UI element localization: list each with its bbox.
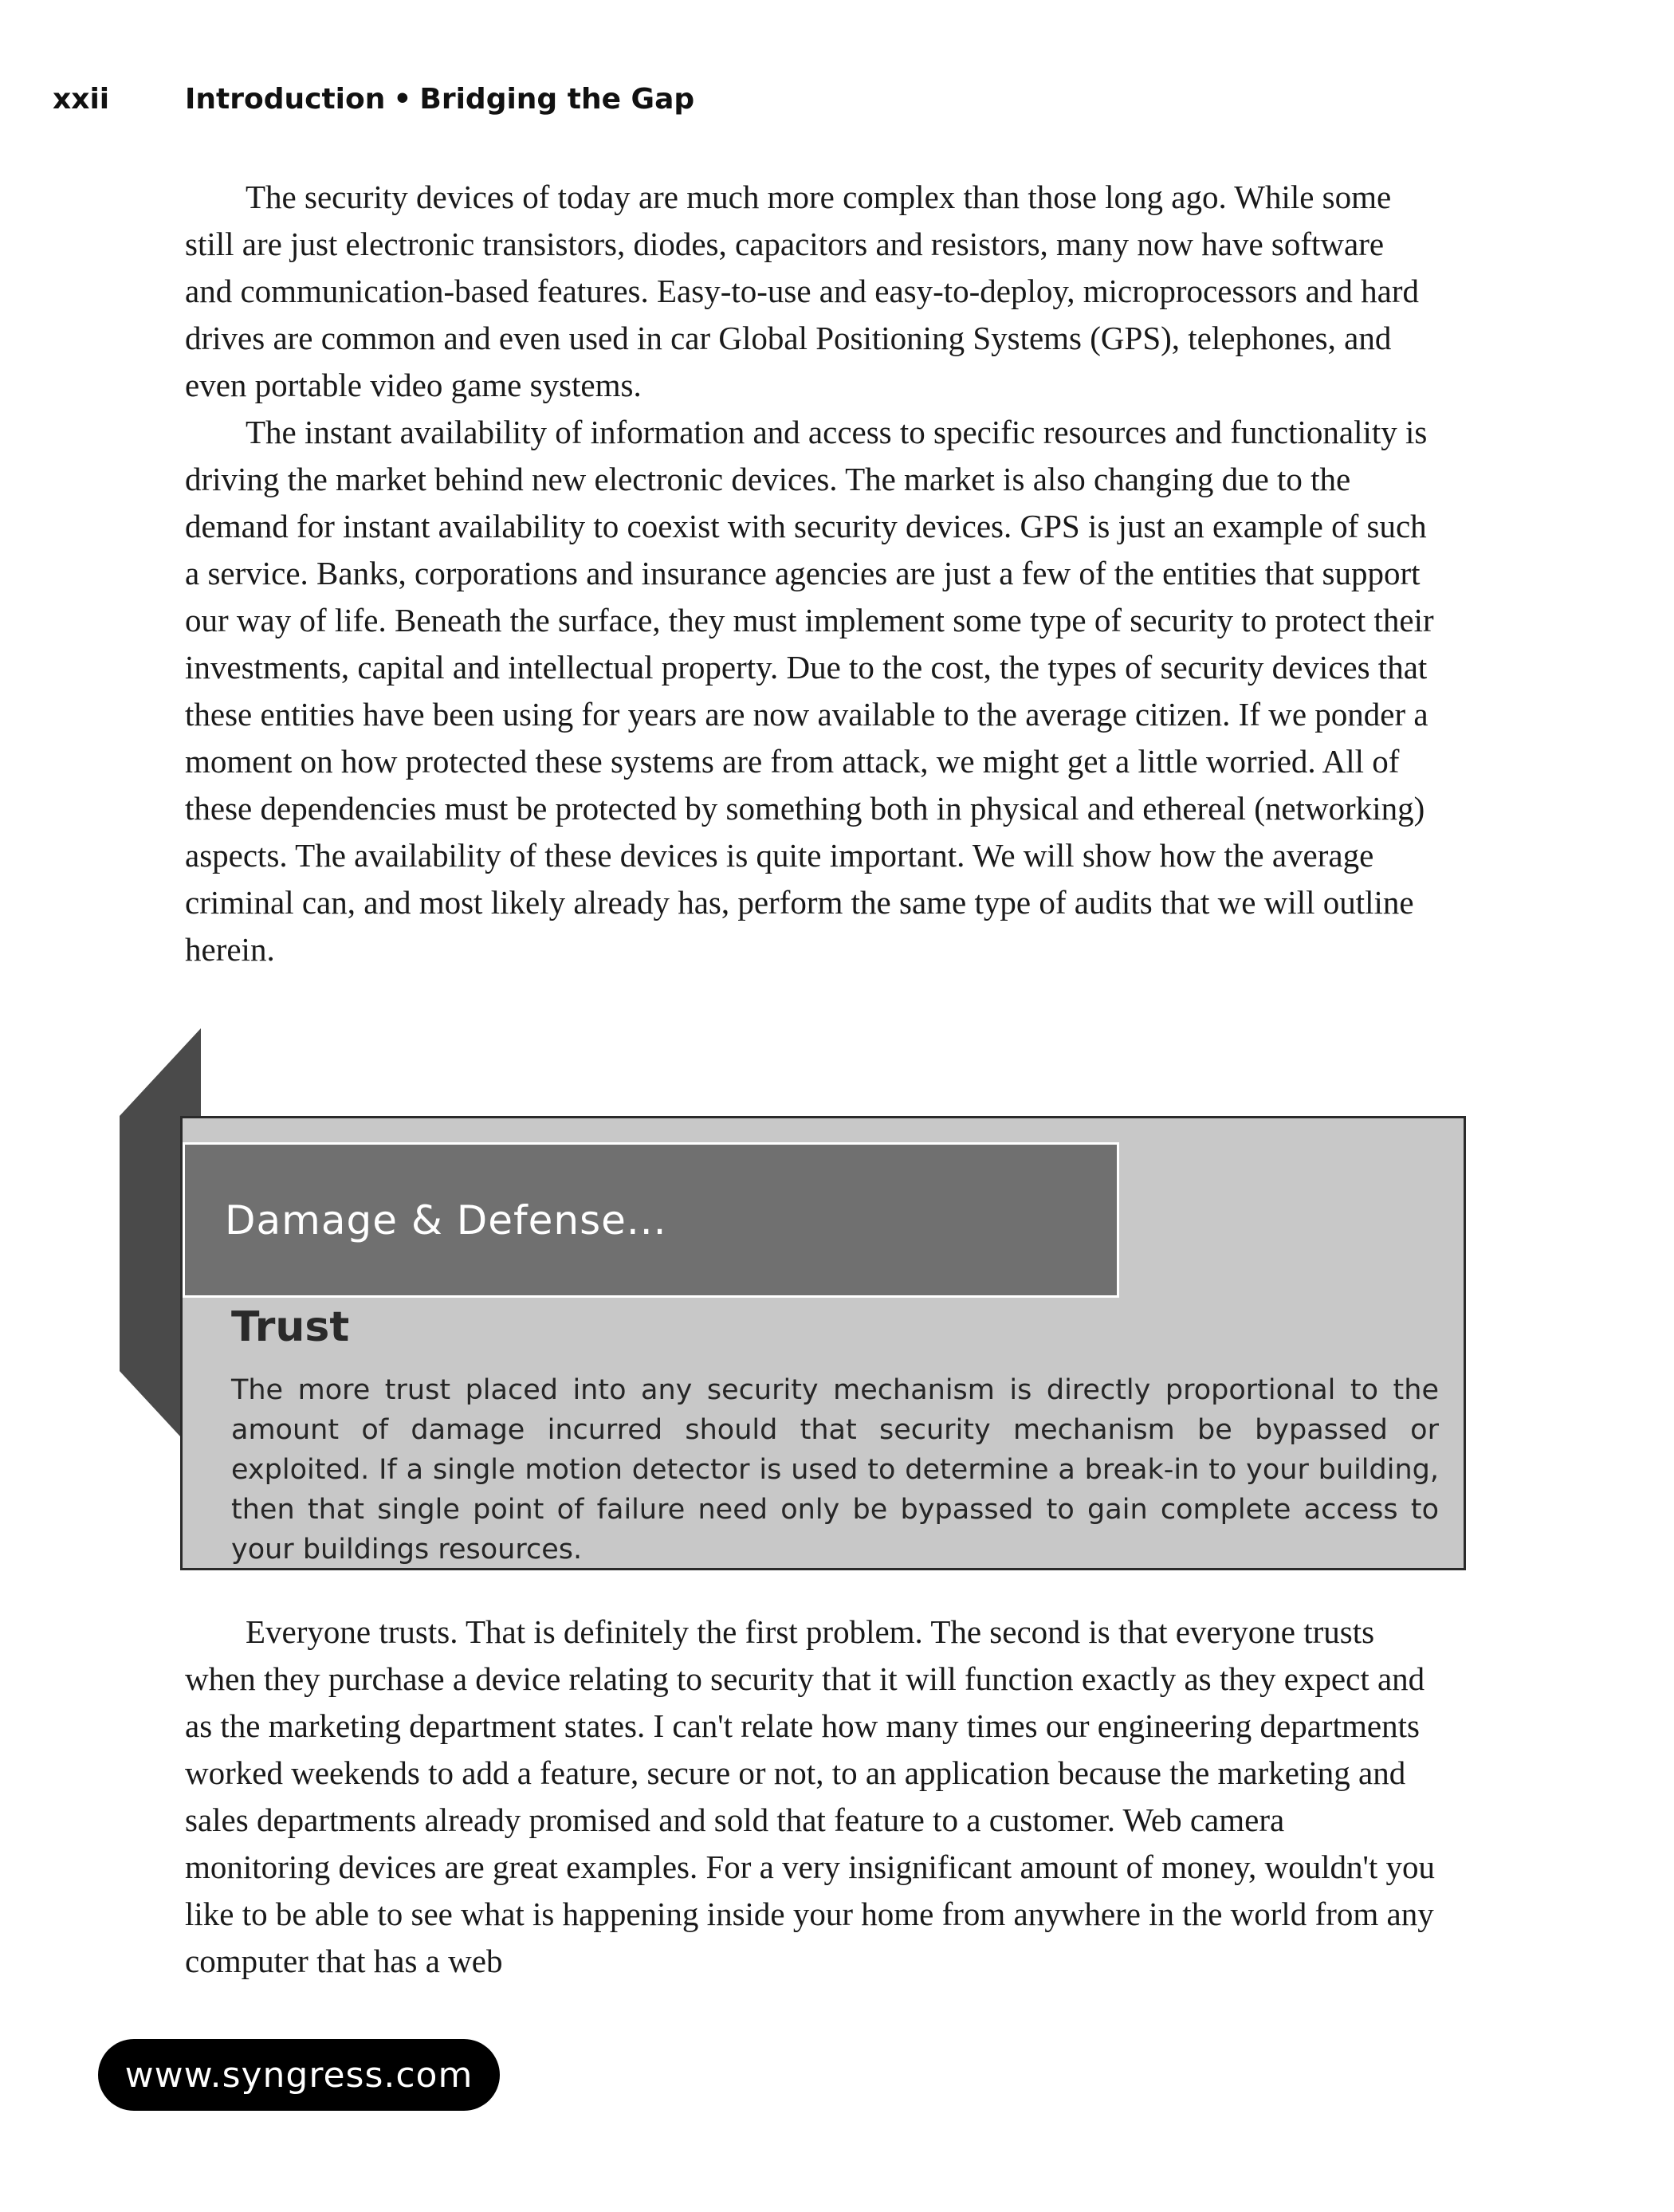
paragraph: The instant availability of information and access to specific resources and functionality is driving the market behind new electronic devices. The market is also changing due to the demand for instant availability to coexist with security devices. GPS is just an example of such a service. Banks, corporations and insurance agencies are just a few of the entities that support our way of life. Beneath the surface, they must implement some type of security to protect their investments, capital and intellectual property. Due to the cost, the types of security devices that these entities have been using for years are now available to the average citizen. If we ponder a moment on how protected these systems are from attack, we might get a little worried. All of these dependencies must be protected by something both in physical and ethereal (networking) aspects. The availability of these devices is quite important. We will show how the average criminal can, and most likely already has, perform the same type of audits that we will outline herein.	[185, 414, 1434, 968]
sidebar-banner	[183, 1142, 1119, 1298]
running-header	[53, 83, 694, 116]
damage-defense-sidebar	[116, 1028, 1472, 1574]
paragraph: The security devices of today are much more complex than those long ago. While some still are just electronic transistors, diodes, capacitors and resistors, many now have software and communication-based features. Easy-to-use and easy-to-deploy, microprocessors and hard drives are common and even used in car Global Positioning Systems (GPS), telephones, and even portable video game systems.	[185, 179, 1419, 403]
publisher-url: www.syngress.com	[124, 2054, 474, 2096]
chapter-title: Bridging the Gap	[419, 83, 695, 116]
paragraph: Everyone trusts. That is definitely the first problem. The second is that everyone trusts when they purchase a device relating to security that it will function exactly as they expect and as the marketing department states. I can't relate how many times our engineering departments worked weekends to add a feature, secure or not, to an application because the marketing and sales departments already promised and sold that feature to a customer. Web camera monitoring devices are great examples. For a very insignificant amount of money, wouldn't you like to be able to see what is happening inside your home from anywhere in the world from any computer that has a web	[185, 1613, 1436, 1979]
sidebar-panel	[180, 1116, 1466, 1570]
sidebar-heading: Trust	[231, 1303, 350, 1351]
header-separator: •	[393, 83, 412, 116]
page-number: xxii	[53, 83, 110, 116]
sidebar-banner-title: Damage & Defense...	[225, 1196, 667, 1244]
body-text-bottom	[185, 1609, 1436, 1985]
sidebar-body: The more trust placed into any security mechanism is directly proportional to the amount of damage incurred should that security mechanism be bypassed or exploited. If a single motion detector is used to determine a break-in to your building, then that single point of failure need only be bypassed to gain complete access to your buildings resources.	[231, 1374, 1439, 1566]
body-text-top	[185, 174, 1436, 973]
section-label: Introduction	[185, 83, 386, 116]
publisher-url-badge	[98, 2039, 500, 2111]
